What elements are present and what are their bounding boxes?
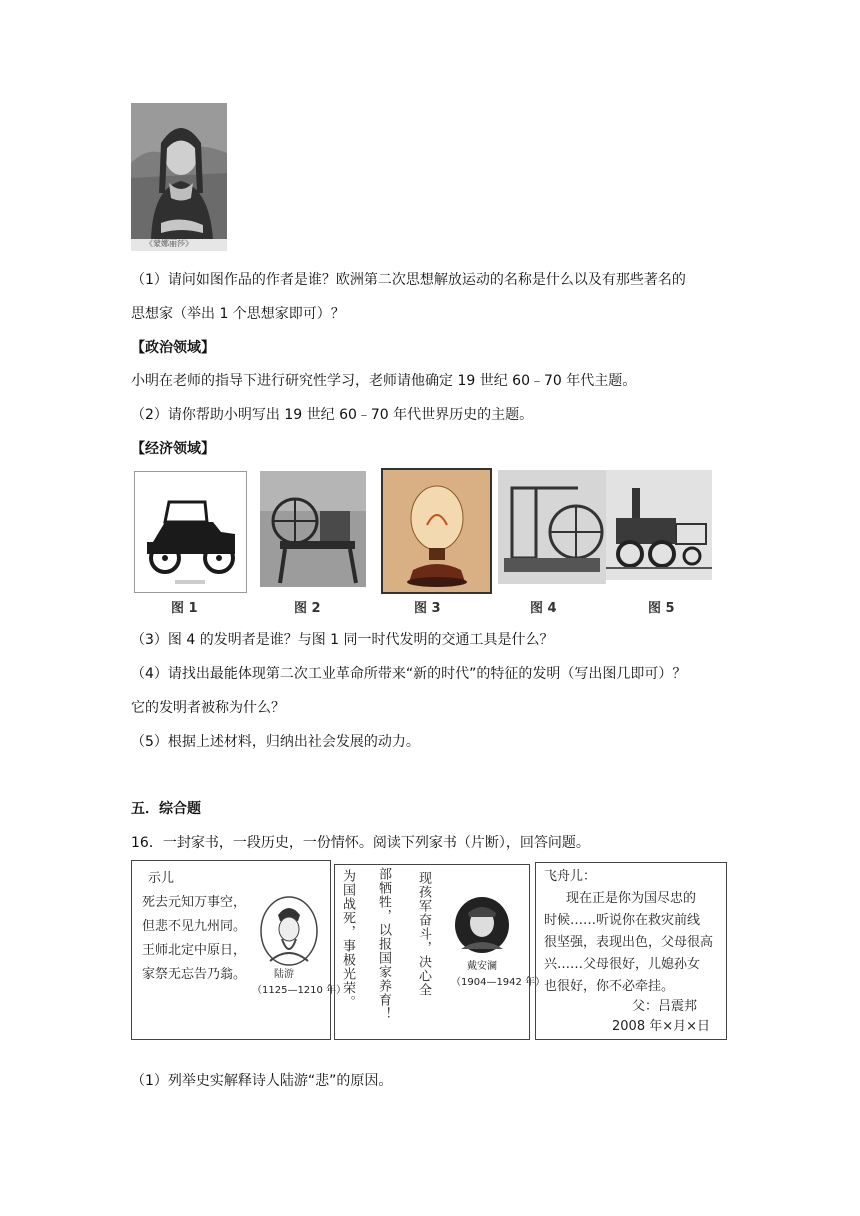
figure-3-caption: 图 3: [414, 601, 441, 616]
question-1-line-2: 思想家（举出 1 个思想家即可）？: [131, 306, 345, 322]
question-3: （3）图 4 的发明者是谁？与图 1 同一时代发明的交通工具是什么？: [131, 632, 554, 648]
dai-anlan-portrait: [453, 895, 511, 955]
letters-panel: [131, 860, 727, 1040]
letter-1-line: 王师北定中原日，: [142, 943, 247, 958]
mona-lisa-caption: 《蒙娜丽莎》: [145, 239, 193, 248]
letter-2-years: （1904—1942 年）: [451, 977, 546, 988]
figure-2-spinning-machine: [260, 471, 366, 587]
letter-2-column: 部牺牲，以报国家养育！: [376, 867, 391, 1021]
mona-lisa-image: [131, 103, 227, 251]
letter-3-signature: 父：吕震邦: [632, 999, 698, 1014]
letter-1-name: 陆游: [274, 969, 294, 980]
letter-3-line: 兴……父母很好，儿媳孙女: [544, 957, 701, 972]
letter-3-date: 2008 年×月×日: [612, 1019, 711, 1034]
lu-you-portrait: [258, 895, 320, 967]
letter-lu-zhenbang: [535, 862, 727, 1040]
politics-heading: 【政治领域】: [131, 340, 215, 356]
question-5: （5）根据上述材料，归纳出社会发展的动力。: [131, 734, 420, 750]
letter-1-line: 家祭无忘告乃翁。: [142, 967, 247, 982]
letter-1-line: 死去元知万事空，: [142, 895, 247, 910]
politics-intro: 小明在老师的指导下进行研究性学习，老师请他确定 19 世纪 60﹣70 年代主题。: [131, 373, 637, 389]
figure-5-caption: 图 5: [648, 601, 675, 616]
letter-1-title: 示儿: [148, 871, 175, 886]
letter-lu-you: [131, 860, 347, 1040]
mona-lisa-portrait: [131, 103, 227, 251]
question-2: （2）请你帮助小明写出 19 世纪 60﹣70 年代世界历史的主题。: [131, 407, 534, 423]
question-16: 16．一封家书，一段历史，一份情怀。阅读下列家书（片断），回答问题。: [131, 835, 590, 851]
figure-4-caption: 图 4: [530, 601, 557, 616]
figure-3-light-bulb: [381, 468, 492, 594]
sub-question-1: （1）列举史实解释诗人陆游“悲”的原因。: [131, 1073, 393, 1089]
question-4-line-2: 它的发明者被称为什么？: [131, 700, 285, 716]
letter-1-line: 但悲不见九州同。: [142, 919, 247, 934]
figure-4-steam-engine: [498, 470, 606, 584]
letter-1-years: （1125—1210 年）: [252, 985, 347, 996]
letter-dai-anlan: [334, 864, 546, 1040]
letter-3-line: 也很好，你不必牵挂。: [544, 979, 675, 994]
letter-2-name: 戴安澜: [467, 961, 497, 972]
question-4-line-1: （4）请找出最能体现第二次工业革命所带来“新的时代”的特征的发明（写出图几即可）？: [131, 666, 687, 682]
letter-3-line: 时候……听说你在救灾前线: [544, 913, 701, 928]
letter-3-greeting: 飞舟儿：: [544, 869, 597, 884]
letter-3-line: 现在正是你为国尽忠的: [566, 891, 697, 906]
letter-2-column: 现孩军奋斗，决心全: [416, 871, 431, 997]
question-1-line-1: （1）请问如图作品的作者是谁？欧洲第二次思想解放运动的名称是什么以及有那些著名的: [131, 272, 686, 288]
figure-1-car: [134, 471, 247, 593]
figure-1-caption: 图 1: [171, 601, 198, 616]
letter-3-line: 很坚强，表现出色，父母很高: [544, 935, 714, 950]
section-5-heading: 五．综合题: [131, 801, 201, 817]
economy-heading: 【经济领域】: [131, 441, 215, 457]
figure-5-locomotive: [606, 470, 712, 580]
figure-2-caption: 图 2: [294, 601, 321, 616]
letter-2-column: 为国战死，事极光荣。: [340, 869, 355, 1009]
